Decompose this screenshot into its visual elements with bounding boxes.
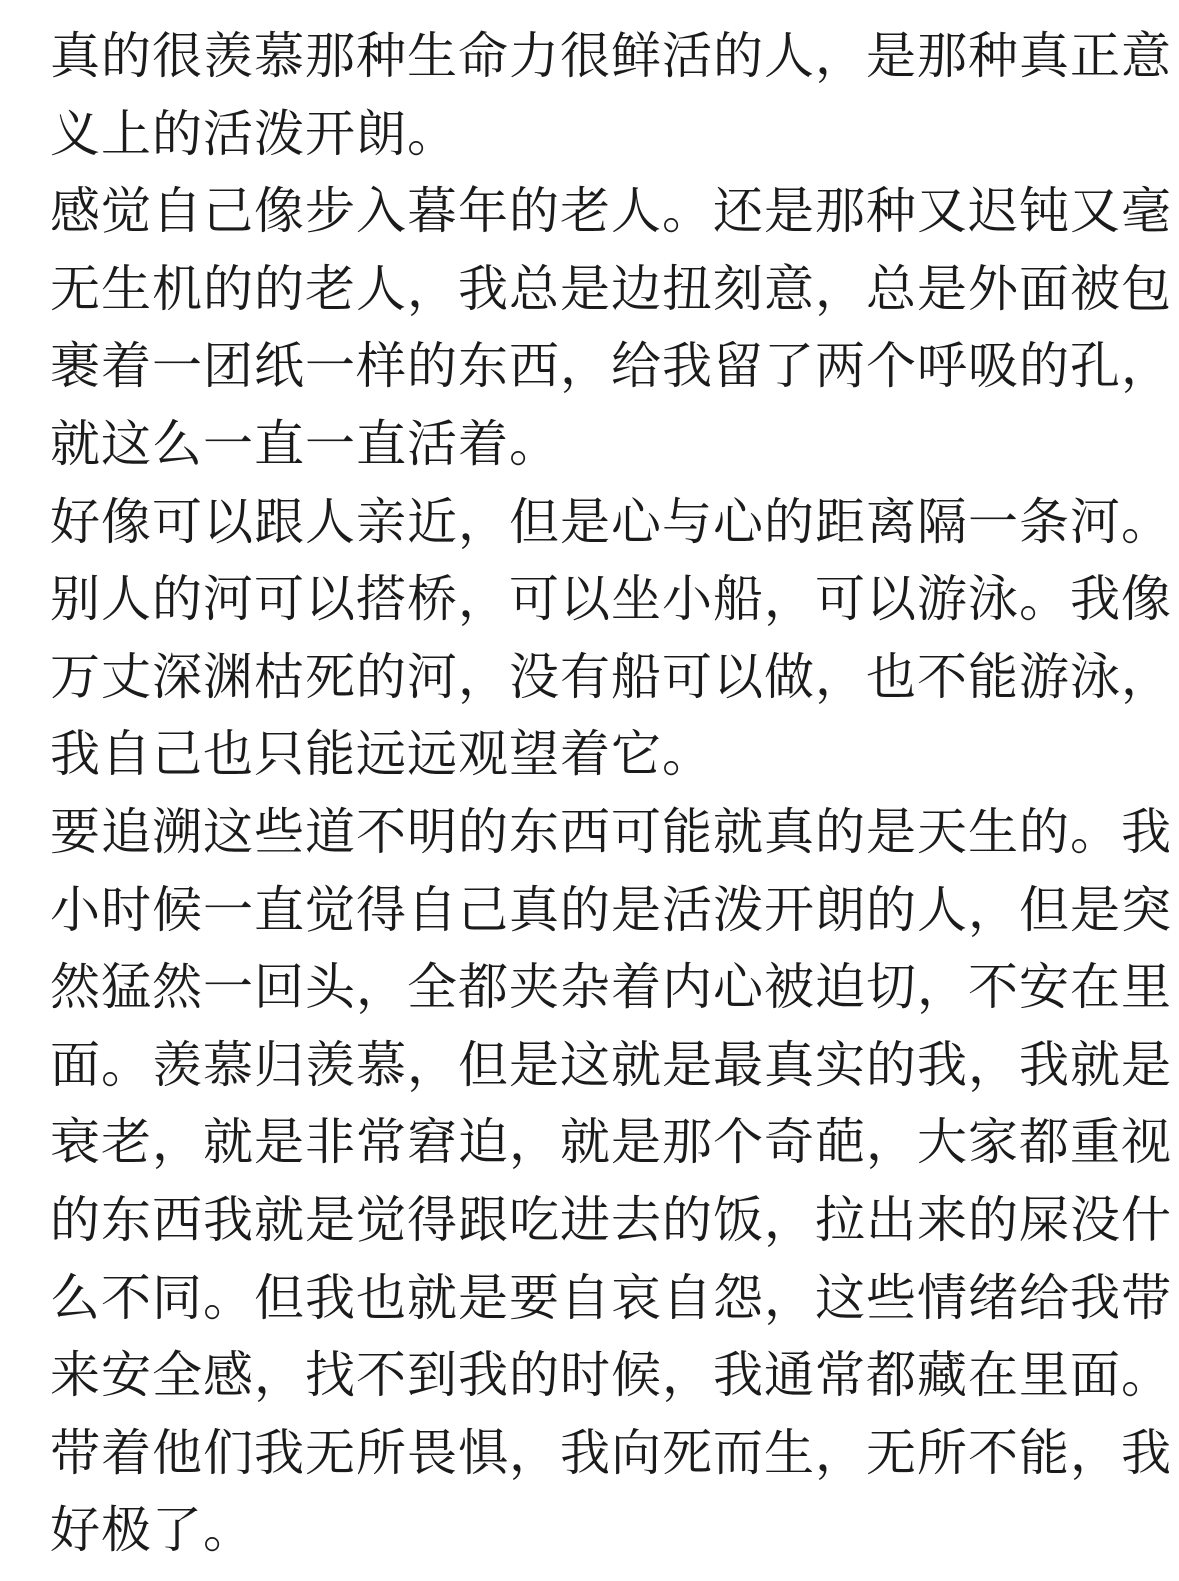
post-line: 衰老，就是非常窘迫，就是那个奇葩，大家都重视 bbox=[50, 1113, 1172, 1172]
post-line: 别人的河可以搭桥，可以坐小船，可以游泳。我像 bbox=[50, 570, 1172, 629]
post-line: 裹着一团纸一样的东西，给我留了两个呼吸的孔， bbox=[50, 337, 1172, 396]
post-line: 小时候一直觉得自己真的是活泼开朗的人，但是突 bbox=[50, 880, 1172, 939]
post-line: 万丈深渊枯死的河，没有船可以做，也不能游泳， bbox=[50, 647, 1172, 706]
post-line: 好像可以跟人亲近，但是心与心的距离隔一条河。 bbox=[50, 492, 1172, 551]
post-line: 然猛然一回头，全都夹杂着内心被迫切，不安在里 bbox=[50, 958, 1172, 1017]
post-line: 义上的活泼开朗。 bbox=[50, 104, 458, 163]
post-line: 的东西我就是觉得跟吃进去的饭，拉出来的屎没什 bbox=[50, 1190, 1172, 1249]
post-line: 要追溯这些道不明的东西可能就真的是天生的。我 bbox=[50, 802, 1172, 861]
post-line: 带着他们我无所畏惧，我向死而生，无所不能，我 bbox=[50, 1423, 1172, 1482]
post-line: 我自己也只能远远观望着它。 bbox=[50, 725, 713, 784]
post-line: 么不同。但我也就是要自哀自怨，这些情绪给我带 bbox=[50, 1268, 1172, 1327]
post-line: 无生机的的老人，我总是边扭刻意，总是外面被包 bbox=[50, 259, 1172, 318]
post-line: 真的很羡慕那种生命力很鲜活的人，是那种真正意 bbox=[50, 27, 1172, 85]
post-line: 好极了。 bbox=[50, 1501, 254, 1560]
post-line: 面。羡慕归羡慕，但是这就是最真实的我，我就是 bbox=[50, 1035, 1172, 1094]
post-line: 感觉自己像步入暮年的老人。还是那种又迟钝又毫 bbox=[50, 182, 1172, 241]
post-body bbox=[50, 18, 1172, 1570]
post-line: 来安全感，找不到我的时候，我通常都藏在里面。 bbox=[50, 1346, 1172, 1405]
post-line: 就这么一直一直活着。 bbox=[50, 414, 560, 473]
